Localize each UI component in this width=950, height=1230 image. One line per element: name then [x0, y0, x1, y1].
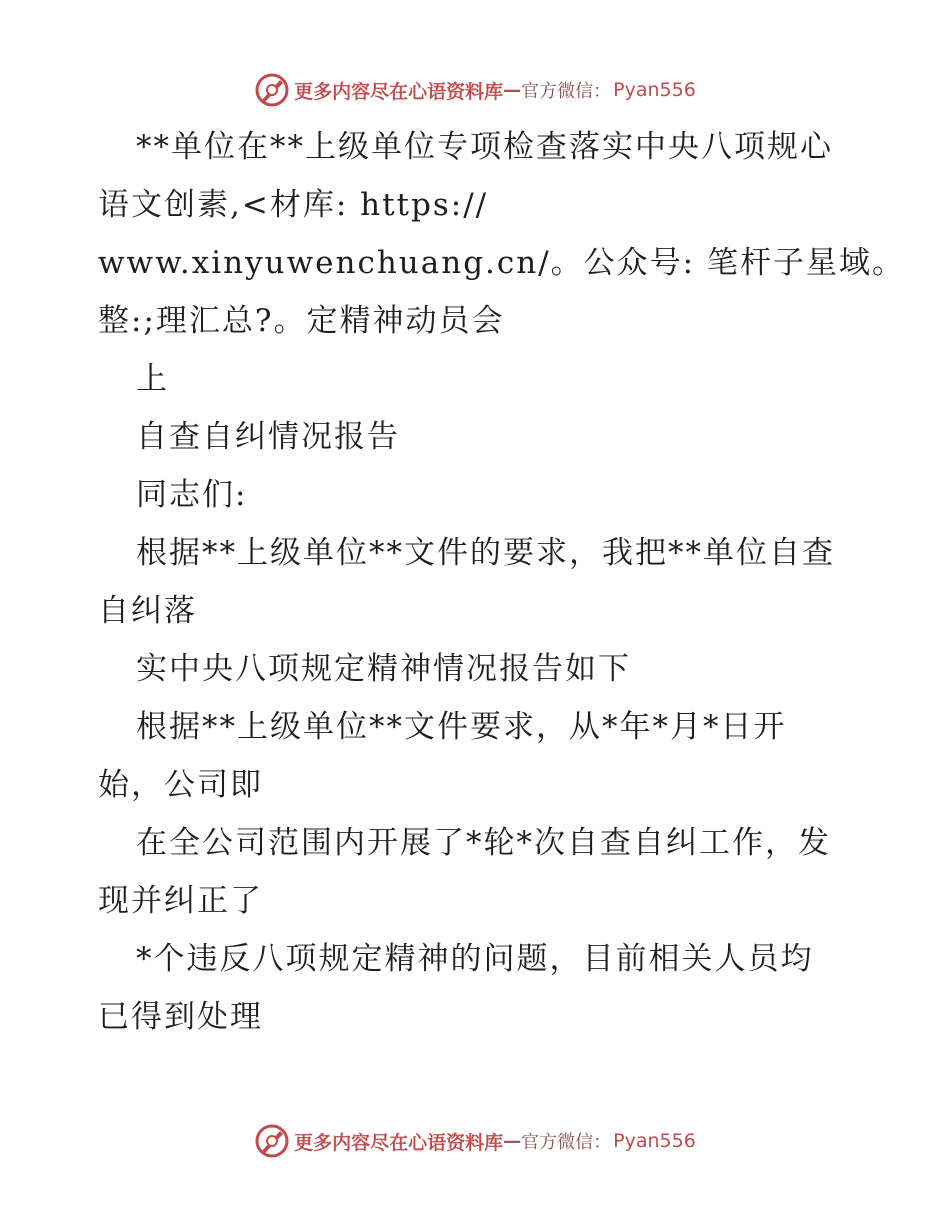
- body-line-8: 根据**上级单位**文件的要求，我把**单位自查: [136, 535, 835, 571]
- body-line-1: **单位在**上级单位专项检查落实中央八项规心: [136, 129, 833, 165]
- body-line-3: www.xinyuwenchuang.cn/。公众号: 笔杆子星域。: [98, 245, 905, 281]
- watermark-banner-top: [0, 70, 950, 110]
- report-title: 自查自纠情况报告: [136, 419, 400, 455]
- salutation: 同志们:: [136, 477, 248, 513]
- body-line-13: 在全公司范围内开展了*轮*次自查自纠工作，发: [136, 825, 831, 861]
- body-line-10: 实中央八项规定精神情况报告如下: [136, 651, 631, 687]
- banner-wechat-id: Pyan556: [613, 1130, 696, 1152]
- banner-text: 更多内容尽在心语资料库: [294, 1131, 504, 1154]
- banner-dash: —: [503, 79, 522, 101]
- body-line-2: 语文创素,<材库: https://: [98, 187, 489, 223]
- body-line-15: *个违反八项规定精神的问题，目前相关人员均: [136, 941, 814, 977]
- banner-text: 更多内容尽在心语资料库: [294, 80, 504, 103]
- body-line-4: 整:;理汇总?。定精神动员会: [98, 303, 505, 339]
- watermark-banner-bottom: [0, 1121, 950, 1161]
- quill-logo-icon: [254, 1123, 290, 1159]
- banner-dash: —: [503, 1130, 522, 1152]
- quill-logo-icon: [254, 72, 290, 108]
- banner-wechat-id: Pyan556: [613, 79, 696, 101]
- body-line-16: 已得到处理: [98, 999, 263, 1035]
- banner-official-label: 官方微信：: [521, 81, 612, 102]
- body-line-11: 根据**上级单位**文件要求，从*年*月*日开: [136, 709, 787, 745]
- banner-official-label: 官方微信：: [521, 1132, 612, 1153]
- body-line-12: 始，公司即: [98, 767, 263, 803]
- body-line-9: 自纠落: [98, 593, 197, 629]
- body-line-5: 上: [136, 361, 169, 397]
- body-line-14: 现并纠正了: [98, 883, 263, 919]
- document-body: [98, 118, 905, 1046]
